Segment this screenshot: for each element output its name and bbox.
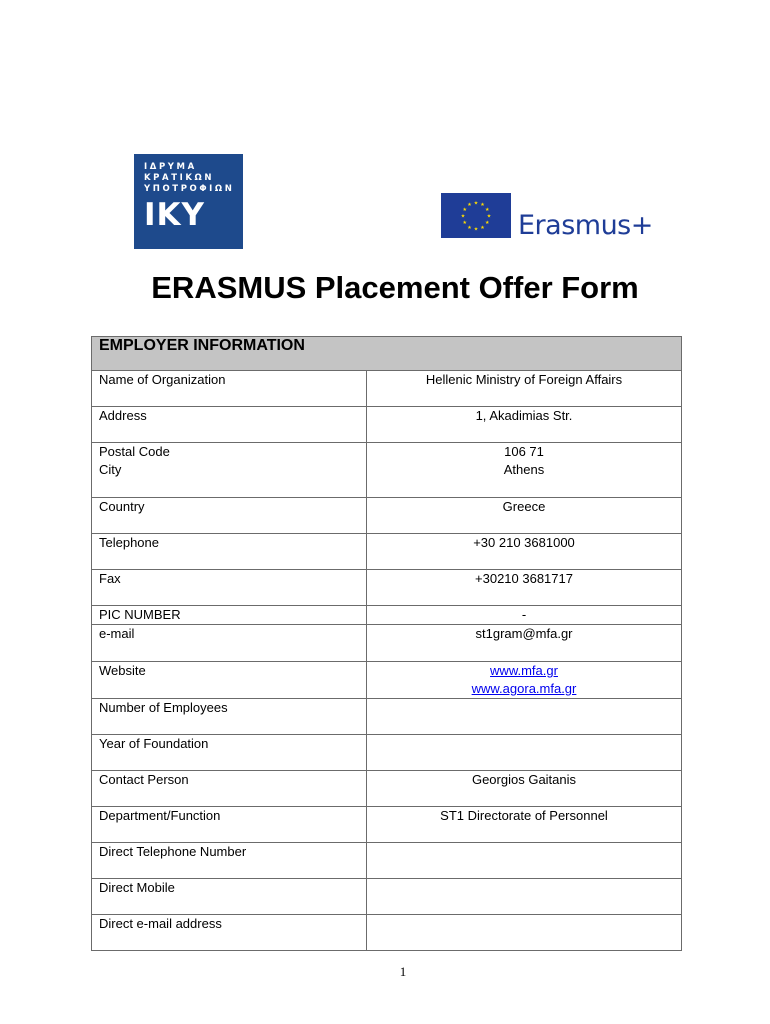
direct-mobile-label: Direct Mobile [92, 879, 367, 915]
eu-star-icon: ★ [485, 207, 490, 213]
table-row-fax [92, 570, 682, 606]
eu-flag-icon [441, 193, 511, 238]
website-label: Website [92, 662, 367, 699]
city-value: Athens [503, 462, 545, 477]
eu-star-icon: ★ [467, 224, 472, 231]
eu-star-icon: ★ [486, 213, 492, 220]
table-row-email [92, 625, 682, 662]
page-number: 1 [399, 964, 407, 979]
eu-star-icon: ★ [473, 200, 479, 207]
website-link-agora[interactable]: www.agora.mfa.gr [471, 681, 577, 696]
address-value: 1, Akadimias Str. [367, 407, 682, 443]
table-row-direct-phone [92, 843, 682, 879]
erasmus-plus-logo-text: Erasmus+ [518, 210, 653, 241]
postal-code-label: Postal Code [99, 444, 170, 459]
table-row-contact-person [92, 771, 682, 807]
fax-label: Fax [92, 570, 367, 606]
table-row-postal-city [92, 443, 682, 498]
eu-star-icon: ★ [460, 213, 466, 220]
iky-logo-line3: ΥΠΟΤΡΟΦΙΩΝ [144, 184, 235, 194]
table-header-row [92, 337, 682, 371]
table-row-telephone [92, 534, 682, 570]
website-value-cell [367, 662, 682, 699]
table-row-website [92, 662, 682, 699]
eu-star-icon: ★ [473, 226, 479, 233]
direct-email-value [367, 915, 682, 951]
pic-number-label: PIC NUMBER [92, 606, 367, 625]
fax-value: +30210 3681717 [367, 570, 682, 606]
contact-person-value: Georgios Gaitanis [367, 771, 682, 807]
direct-phone-value [367, 843, 682, 879]
page-title: ERASMUS Placement Offer Form [151, 270, 639, 305]
table-row-employees [92, 699, 682, 735]
table-row-direct-mobile [92, 879, 682, 915]
direct-mobile-value [367, 879, 682, 915]
telephone-label: Telephone [92, 534, 367, 570]
iky-logo-line2: ΚΡΑΤΙΚΩΝ [144, 173, 215, 183]
table-row-organization [92, 371, 682, 407]
pic-number-value: - [367, 606, 682, 625]
employees-label: Number of Employees [92, 699, 367, 735]
postal-code-value: 106 71 [504, 444, 544, 459]
table-row-foundation [92, 735, 682, 771]
section-header: EMPLOYER INFORMATION [92, 337, 682, 371]
eu-star-icon: ★ [480, 224, 485, 231]
website-link-mfa[interactable]: www.mfa.gr [490, 663, 558, 678]
iky-logo-abbrev: IKY [144, 197, 206, 233]
organization-label: Name of Organization [92, 371, 367, 407]
table-row-pic-number [92, 606, 682, 625]
postal-city-value-cell [367, 443, 682, 498]
city-label: City [99, 462, 122, 477]
email-value: st1gram@mfa.gr [367, 625, 682, 662]
table-row-country [92, 498, 682, 534]
iky-logo [134, 154, 243, 249]
contact-person-label: Contact Person [92, 771, 367, 807]
direct-phone-label: Direct Telephone Number [92, 843, 367, 879]
organization-value: Hellenic Ministry of Foreign Affairs [367, 371, 682, 407]
telephone-value: +30 210 3681000 [367, 534, 682, 570]
eu-star-icon: ★ [462, 220, 467, 226]
employer-information-table [91, 336, 682, 951]
foundation-label: Year of Foundation [92, 735, 367, 771]
foundation-value [367, 735, 682, 771]
eu-star-icon: ★ [467, 202, 472, 209]
department-value: ST1 Directorate of Personnel [367, 807, 682, 843]
eu-star-icon: ★ [480, 202, 485, 209]
iky-logo-line1: ΙΔΡΥΜΑ [144, 162, 197, 172]
eu-star-icon: ★ [462, 207, 467, 213]
table-row-department [92, 807, 682, 843]
country-value: Greece [367, 498, 682, 534]
table-row-address [92, 407, 682, 443]
employees-value [367, 699, 682, 735]
email-label: e-mail [92, 625, 367, 662]
postal-city-label-cell [92, 443, 367, 498]
eu-star-icon: ★ [485, 220, 490, 226]
department-label: Department/Function [92, 807, 367, 843]
address-label: Address [92, 407, 367, 443]
table-row-direct-email [92, 915, 682, 951]
direct-email-label: Direct e-mail address [92, 915, 367, 951]
country-label: Country [92, 498, 367, 534]
